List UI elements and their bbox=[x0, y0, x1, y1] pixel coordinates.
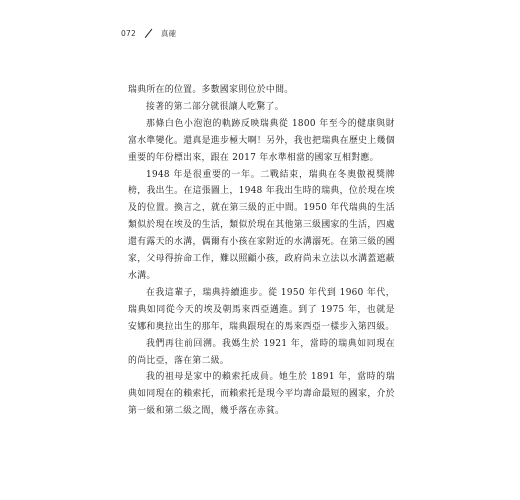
paragraph: 瑞典所在的位置。多數國家則位於中間。 bbox=[128, 85, 294, 95]
paragraph: 我們再往前回溯。我媽生於 1921 年，當時的瑞典如同現在的尚比亞，落在第二級。 bbox=[128, 338, 395, 366]
paragraph: 在我這輩子，瑞典持續進步。從 1950 年代到 1960 年代，瑞典如同從今天的埃及朝馬來西亞邁進。到了 1975 年，也就是安娜和奧拉出生的那年，瑞典跟現在的馬來西亞一樣步入第四級。 bbox=[128, 287, 395, 332]
paragraph: 接著的第二部分就很讓人吃驚了。 bbox=[146, 101, 284, 112]
paragraph: 我的祖母是家中的賴索托成員。她生於 1891 年，當時的瑞典如同現在的賴索托，而賴索托是現今平均壽命最短的國家，介於第一級和第二級之間，幾乎落在赤貧。 bbox=[128, 372, 395, 417]
body-text bbox=[128, 82, 395, 420]
book-title: 真確 bbox=[160, 28, 177, 38]
paragraph: 那條白色小泡泡的軌跡反映瑞典從 1800 年至今的健康與財富水準變化。還真是進步極大啊！另外，我也把瑞典在歷史上幾個重要的年份標出來，跟在 2017 年水準相當的國家互相對應。 bbox=[128, 118, 395, 163]
running-head bbox=[121, 26, 176, 40]
page-number: 072 bbox=[121, 28, 136, 38]
slash-divider-icon bbox=[145, 28, 152, 38]
paragraph: 1948 年是很重要的一年。二戰結束，瑞典在冬奧傲視獎牌榜，我出生。在這張圖上，1948 年我出生時的瑞典，位於現在埃及的位置。換言之，就在第三級的正中間。1950 年代瑞典的生活類似於現在埃及的生活，類似於現在其他第三級國家的生活，四處還有露天的水溝，偶爾有小孩在家附近的水溝溺死。在第三級的國家，父母得拚命工作，難以照顧小孩，政府尚未立法以水溝蓋遮蔽水溝。 bbox=[128, 169, 395, 281]
